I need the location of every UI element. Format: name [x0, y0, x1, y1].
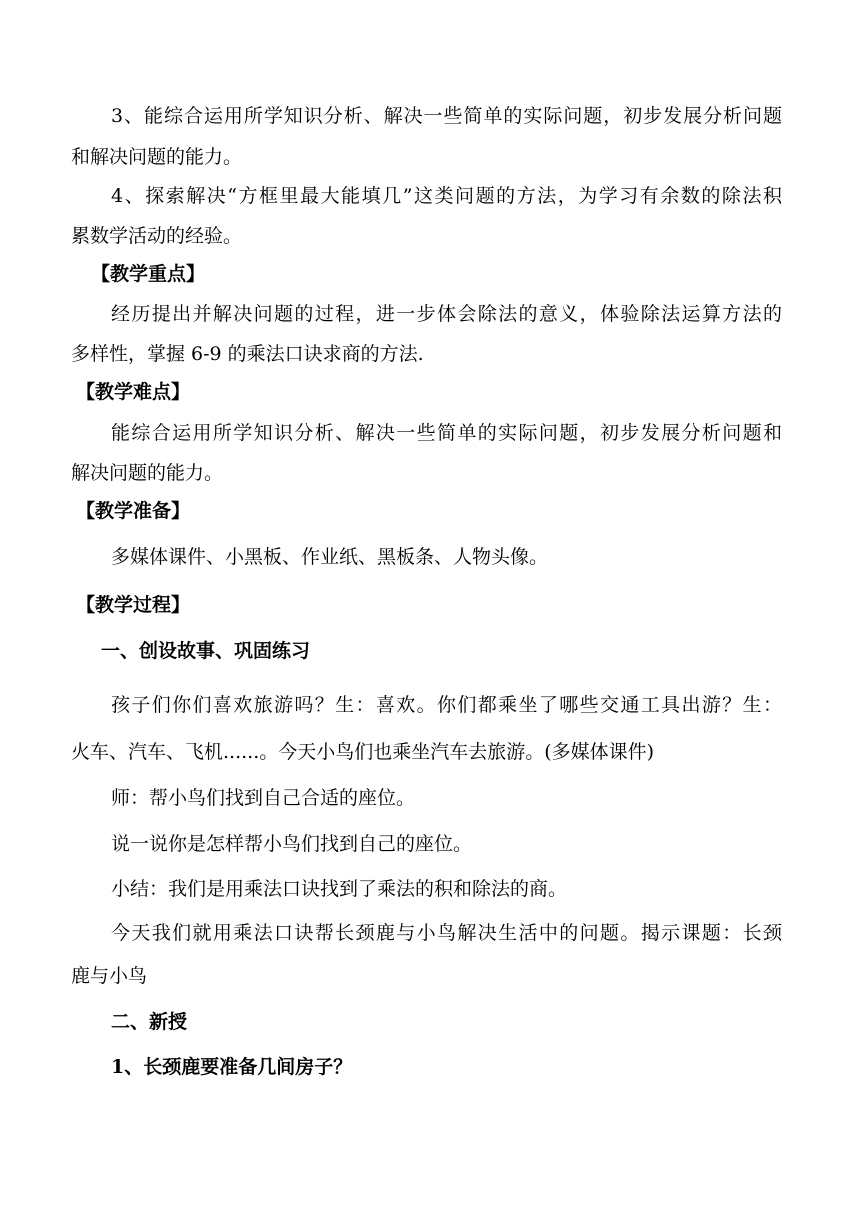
story-line-2: 火车、汽车、飞机......。今天小鸟们也乘坐汽车去旅游。(多媒体课件) [71, 741, 655, 763]
teacher-text: 师：帮小鸟们找到自己合适的座位。 [111, 787, 416, 809]
section-two-title: 二、新授 [111, 1011, 188, 1033]
preparation-text: 多媒体课件、小黑板、作业纸、黑板条、人物头像。 [111, 546, 549, 568]
objective-4-line-2: 累数学活动的经验。 [71, 225, 243, 247]
summary-text: 小结：我们是用乘法口诀找到了乘法的积和除法的商。 [111, 878, 568, 900]
heading-process: 【教学过程】 [76, 594, 191, 616]
objective-3-line-2: 和解决问题的能力。 [71, 146, 243, 168]
heading-key-points: 【教学重点】 [91, 263, 206, 285]
heading-preparation: 【教学准备】 [76, 500, 191, 522]
heading-difficult-points: 【教学难点】 [76, 381, 191, 403]
key-points-line-2: 多样性，掌握 6-9 的乘法口诀求商的方法. [71, 343, 424, 365]
story-line-1: 孩子们你们喜欢旅游吗？生：喜欢。你们都乘坐了哪些交通工具出游？生： [111, 694, 782, 716]
difficult-points-line-1: 能综合运用所学知识分析、解决一些简单的实际问题，初步发展分析问题和 [111, 422, 782, 444]
today-line-1: 今天我们就用乘法口诀帮长颈鹿与小鸟解决生活中的问题。揭示课题：长颈 [111, 922, 782, 944]
objective-4-line-1: 4、探索解决“方框里最大能填几”这类问题的方法，为学习有余数的除法积 [111, 185, 782, 207]
section-one-title: 一、创设故事、巩固练习 [101, 640, 311, 662]
key-points-line-1: 经历提出并解决问题的过程，进一步体会除法的意义，体验除法运算方法的 [111, 303, 782, 325]
objective-3-line-1: 3、能综合运用所学知识分析、解决一些简单的实际问题，初步发展分析问题 [111, 105, 782, 127]
today-line-2: 鹿与小鸟 [71, 965, 148, 987]
say-text: 说一说你是怎样帮小鸟们找到自己的座位。 [111, 833, 473, 855]
difficult-points-line-2: 解决问题的能力。 [71, 462, 224, 484]
subsection-one-title: 1、长颈鹿要准备几间房子？ [111, 1056, 353, 1078]
